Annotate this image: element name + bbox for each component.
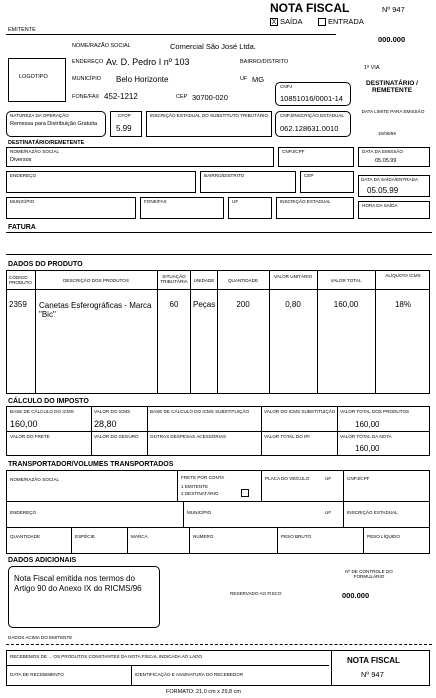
saida-option: X SAÍDA — [271, 17, 303, 27]
ie-value: 062.128631.0010 — [280, 124, 339, 133]
dest-cep-box — [300, 171, 354, 193]
frete-conta-label: FRETE POR CONTA — [181, 475, 225, 480]
dest-uf-label: UF — [232, 199, 239, 204]
dest-bairro-box — [200, 171, 296, 193]
emitente-name: Comercial São José Ltda. — [170, 42, 256, 51]
reservado-fisco: RESERVADO AO FISCO — [230, 591, 282, 596]
qtd-label: QUANTIDADE — [10, 534, 41, 539]
transp-end-label: ENDEREÇO — [10, 510, 37, 515]
frete-label: VALOR DO FRETE — [10, 434, 50, 439]
mun-label: MUNICÍPIO — [72, 76, 102, 82]
dest-end-label: ENDEREÇO — [10, 173, 37, 178]
dest-uf-box — [228, 197, 272, 219]
dest-name-label: NOME/RAZÃO SOCIAL — [10, 149, 60, 154]
controle-label: Nº DE CONTROLE DO FORMULÁRIO — [345, 569, 393, 579]
format-footer: FORMATO: 21,0 cm x 29,8 cm — [166, 689, 241, 695]
dest-ie-box — [276, 197, 354, 219]
ie-label: CNPJ/INSCRIÇÃO ESTADUAL — [280, 113, 344, 118]
col-valor-unit: VALOR UNITÁRIO — [273, 274, 313, 279]
frete-dest: 2 DESTINATÁRIO — [181, 491, 219, 496]
col-situacao: SITUAÇÃO TRIBUTÁRIA — [160, 274, 188, 284]
marca-label: MARCA — [131, 534, 148, 539]
imposto-label: CÁLCULO DO IMPOSTO — [8, 398, 89, 405]
limit-label: DATA LIMITE PARA EMISSÃO — [361, 109, 425, 114]
emitente-uf: MG — [252, 75, 265, 84]
saida-date-label: DATA DA SAÍDA/ENTRADA — [361, 177, 419, 182]
canhoto-label: DADOS ACIMA DO EMITENTE — [8, 635, 73, 640]
products-table — [6, 270, 430, 394]
cnpj-label: CNPJ — [280, 84, 292, 89]
emissao-date: 05.05.99 — [375, 158, 397, 164]
seguro-label: VALOR DO SEGURO — [94, 434, 139, 439]
addr-label: ENDEREÇO — [72, 59, 104, 65]
nature-value: Remessa para Distribuição Gratuita — [10, 121, 98, 127]
name-label: NOME/RAZÃO SOCIAL — [72, 43, 131, 49]
cell-codigo: 2359 — [9, 300, 27, 309]
emitente-phone: 452-1212 — [104, 92, 138, 101]
produtos-label: DADOS DO PRODUTO — [8, 261, 83, 268]
receipt-nf-number: Nº 947 — [361, 670, 384, 679]
dest-fone-label: FONE/FAX — [144, 199, 167, 204]
peso-liquido-label: PESO LÍQUIDO — [367, 534, 400, 539]
base-label: BASE DE CÁLCULO DO ICMS — [10, 409, 74, 414]
page-frame — [4, 14, 432, 174]
cep-label: CEP — [176, 94, 188, 100]
outras-label: OUTRAS DESPESAS ACESSÓRIAS — [150, 434, 227, 439]
saida-date: 05.05.99 — [367, 186, 399, 195]
base-value: 160,00 — [10, 419, 38, 429]
transp-ie-label: INSCRIÇÃO ESTADUAL — [347, 510, 398, 515]
emitente-cnpj: 10851016/0001-14 — [280, 94, 343, 103]
bairro-label: BAIRRO/DISTRITO — [240, 59, 289, 65]
dest-section-label: DESTINATÁRIO/REMETENTE — [8, 140, 85, 146]
transp-uf-label: UF — [325, 476, 332, 481]
col-aliquota: ALÍQUOTA ICMS — [385, 273, 421, 278]
icms-label: VALOR DO ICMS — [94, 409, 131, 414]
icms-value: 28,80 — [94, 419, 117, 429]
transp-razao-label: NOME/RAZÃO SOCIAL — [10, 477, 60, 482]
transp-label: TRANSPORTADOR/VOLUMES TRANSPORTADOS — [8, 461, 174, 468]
cell-unidade: Peças — [193, 300, 216, 309]
dest-bairro-label: BAIRRO/DISTRITO — [204, 173, 245, 178]
cell-situacao: 60 — [169, 300, 179, 309]
emitente-address: Av. D. Pedro I nº 103 — [106, 57, 190, 67]
emitente-cep: 30700-020 — [192, 93, 228, 102]
receipt-nf-title: NOTA FISCAL — [347, 656, 400, 665]
total-prod-label: VALOR TOTAL DOS PRODUTOS — [340, 409, 410, 414]
emissao-label: DATA DA EMISSÃO — [362, 149, 403, 154]
fone-label: FONE/FAX — [72, 94, 100, 100]
dest-cnpj-label: CNPJ/CPF — [282, 149, 305, 154]
cell-quantidade: 200 — [236, 300, 250, 309]
dest-ie-label: INSCRIÇÃO ESTADUAL — [280, 199, 331, 204]
receipt-ident-label: IDENTIFICAÇÃO E ASSINATURA DO RECEBEDOR — [135, 672, 244, 677]
emitente-label: EMITENTE — [8, 27, 36, 33]
receipt-box — [6, 650, 430, 686]
hora-label: HORA DA SAÍDA — [362, 203, 398, 208]
nf-number: Nº 947 — [382, 5, 405, 14]
transp-mun-label: MUNICÍPIO — [187, 510, 212, 515]
especie-label: ESPÉCIE — [75, 534, 95, 539]
cell-descricao: Canetas Esferográficas - Marca "Bic" — [39, 301, 152, 320]
entrada-option: ENTRADA — [318, 18, 364, 26]
col-descricao: DESCRIÇÃO DOS PRODUTOS — [63, 278, 129, 283]
col-quantidade: QUANTIDADE — [227, 278, 259, 283]
fatura-label: FATURA — [8, 224, 36, 231]
frete-checkbox[interactable] — [241, 489, 249, 497]
tax-box — [6, 406, 430, 456]
cell-aliquota: 18% — [394, 300, 411, 309]
cell-valor-total: 160,00 — [333, 300, 359, 309]
dest-rem-label: DESTINATÁRIO / REMETENTE — [366, 80, 418, 94]
total-nota-value: 160,00 — [355, 444, 380, 453]
ipi-label: VALOR TOTAL DO IPI — [264, 434, 310, 439]
col-valor-total: VALOR TOTAL — [330, 278, 362, 283]
numero-label: NÚMERO — [193, 534, 214, 539]
frete-emit: 1 EMITENTE — [181, 484, 209, 489]
limit-value: 10/08/99 — [378, 131, 396, 136]
nf-title: NOTA FISCAL — [270, 1, 350, 15]
nature-label: NATUREZA DA OPERAÇÃO — [10, 113, 69, 118]
saida-date-box — [358, 175, 430, 197]
total-prod-value: 160,00 — [355, 420, 380, 429]
base-st-label: BASE DE CÁLCULO DO ICMS SUBSTITUIÇÃO — [150, 409, 250, 414]
receipt-text: RECEBEMOS DE ... OS PRODUTOS CONSTANTES DA NOTA FISCAL INDICADA AO LADO — [10, 654, 203, 659]
transp-box — [6, 470, 430, 554]
cell-valor-unit: 0,80 — [285, 300, 301, 309]
logo-placeholder: LOGOTIPO — [19, 74, 48, 80]
cfop-label: CFOP — [118, 113, 131, 118]
dest-cep-label: CEP — [304, 173, 314, 178]
dest-name: Diversos — [10, 157, 32, 163]
dest-mun-label: MUNICÍPIO — [10, 199, 35, 204]
dest-mun-box — [6, 197, 136, 219]
uf-label: UF — [240, 76, 248, 82]
col-unidade: UNIDADE — [193, 278, 215, 283]
emitente-city: Belo Horizonte — [116, 75, 169, 84]
controle-value: 000.000 — [342, 591, 370, 600]
hora-box — [358, 201, 430, 219]
total-nota-label: VALOR TOTAL DA NOTA — [340, 434, 392, 439]
peso-bruto-label: PESO BRUTO — [281, 534, 312, 539]
cfop-value: 5.99 — [116, 124, 132, 133]
dest-end-box — [6, 171, 196, 193]
adicionais-label: DADOS ADICIONAIS — [8, 557, 77, 564]
info-text: Nota Fiscal emitida nos termos do Artigo 90 do Anexo IX do RICMS/96 — [14, 574, 142, 593]
receipt-date-label: DATA DE RECEBIMENTO — [10, 672, 64, 677]
serial-number: 000.000 — [378, 35, 406, 44]
dest-fone-box — [140, 197, 224, 219]
transp-cnpj-label: CNPJ/CPF — [347, 476, 370, 481]
via-label: 1ª VIA — [364, 65, 380, 71]
transp-uf2-label: UF — [325, 510, 332, 515]
icms-st-label: VALOR DO ICMS SUBSTITUIÇÃO — [264, 409, 336, 414]
placa-label: PLACA DO VEÍCULO — [265, 476, 310, 481]
st-label: INSCRIÇÃO ESTADUAL DO SUBSTITUTO TRIBUTÁRIO — [150, 113, 269, 118]
col-codigo: CÓDIGO PRODUTO — [9, 275, 32, 285]
info-box — [8, 566, 160, 628]
